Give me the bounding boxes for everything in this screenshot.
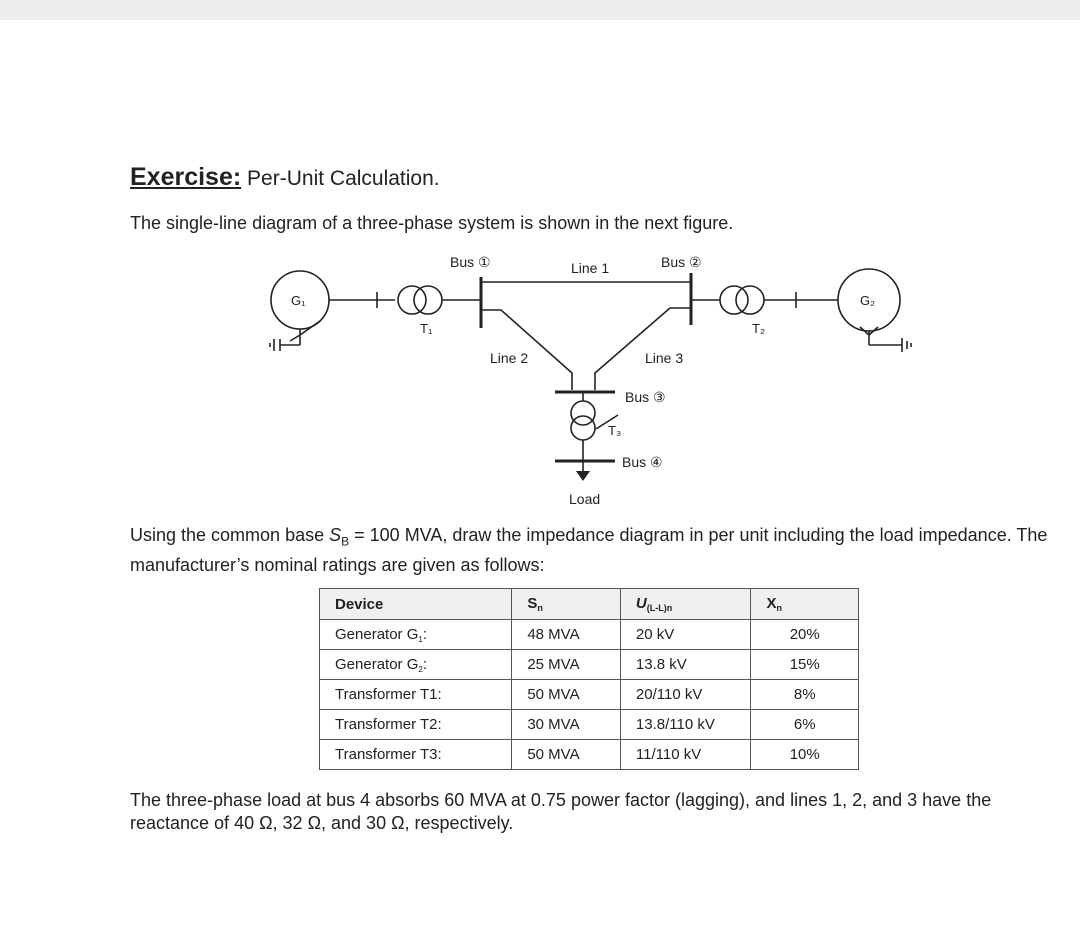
bus-4-label: Bus ④: [622, 454, 663, 470]
s-cell: 48 MVA: [512, 620, 621, 650]
s-cell: 30 MVA: [512, 710, 621, 740]
u-cell: 20/110 kV: [620, 680, 751, 710]
table-header-row: [320, 589, 859, 620]
bus-3-label: Bus ③: [625, 389, 666, 405]
line-2-label: Line 2: [490, 350, 529, 366]
u-cell: 13.8 kV: [620, 650, 751, 680]
header-s: $S_n$: [512, 589, 621, 620]
device-cell: Generator $G_2$:: [320, 650, 512, 680]
load-paragraph: The three-phase load at bus 4 absorbs 60 MVA at 0.75 power factor (lagging), and lines 1, 2, and 3 have the reactance of 40 Ω, 32 Ω, and 30 Ω, respectively.: [130, 790, 992, 833]
s-cell: 50 MVA: [512, 680, 621, 710]
bus-1-label: Bus ①: [450, 254, 491, 270]
exercise-label: Exercise:: [130, 163, 242, 191]
base-symbol-sub: B: [341, 534, 350, 549]
g2-label: G₂: [860, 293, 876, 308]
t2-label: T₂: [752, 321, 765, 336]
x-cell: 8%: [751, 680, 859, 710]
single-line-diagram: [260, 245, 960, 520]
header-device: Device: [320, 589, 512, 620]
device-cell: Transformer T1:: [320, 680, 512, 710]
device-cell: Generator $G_1$:: [320, 620, 512, 650]
table-row: [320, 740, 859, 770]
x-cell: 15%: [751, 650, 859, 680]
load-label: Load: [569, 491, 601, 507]
transformer-t1-symbol: [398, 286, 426, 314]
header-x: $X_n$: [751, 589, 859, 620]
t3-label: T₃: [608, 423, 622, 438]
intro-text: The single-line diagram of a three-phase system is shown in the next figure.: [130, 213, 734, 233]
t1-label: T₁: [420, 321, 433, 336]
g1-label: G₁: [291, 293, 306, 308]
load-arrow-icon: [576, 471, 590, 481]
x-cell: 10%: [751, 740, 859, 770]
base-paragraph-start: Using the common base: [130, 525, 330, 545]
transformer-t2-symbol: [720, 286, 748, 314]
line-1-label: Line 1: [571, 260, 610, 276]
ratings-table: [319, 588, 859, 770]
device-cell: Transformer T2:: [320, 710, 512, 740]
u-cell: 11/110 kV: [620, 740, 751, 770]
x-cell: 6%: [751, 710, 859, 740]
table-row: [320, 680, 859, 710]
x-cell: 20%: [751, 620, 859, 650]
table-row: [320, 710, 859, 740]
s-cell: 50 MVA: [512, 740, 621, 770]
exercise-title: Per-Unit Calculation.: [247, 167, 440, 190]
top-bar: [0, 0, 1080, 20]
line-3-label: Line 3: [645, 350, 684, 366]
table-row: [320, 620, 859, 650]
bus-2-label: Bus ②: [661, 254, 702, 270]
s-cell: 25 MVA: [512, 650, 621, 680]
u-cell: 13.8/110 kV: [620, 710, 751, 740]
base-paragraph: [130, 524, 1070, 577]
transformer-t3-symbol: [571, 401, 595, 425]
line-3: [595, 308, 691, 390]
table-row: [320, 650, 859, 680]
exercise-heading: [130, 163, 440, 192]
device-cell: Transformer T3:: [320, 740, 512, 770]
u-cell: 20 kV: [620, 620, 751, 650]
header-u: $U_{(L-L)n}$: [620, 589, 751, 620]
base-symbol: S: [329, 525, 342, 545]
base-paragraph-end: = 100 MVA, draw the impedance diagram in per unit including the load impedance. The manufacturer’s nominal ratings are given as follows:: [130, 525, 1048, 575]
